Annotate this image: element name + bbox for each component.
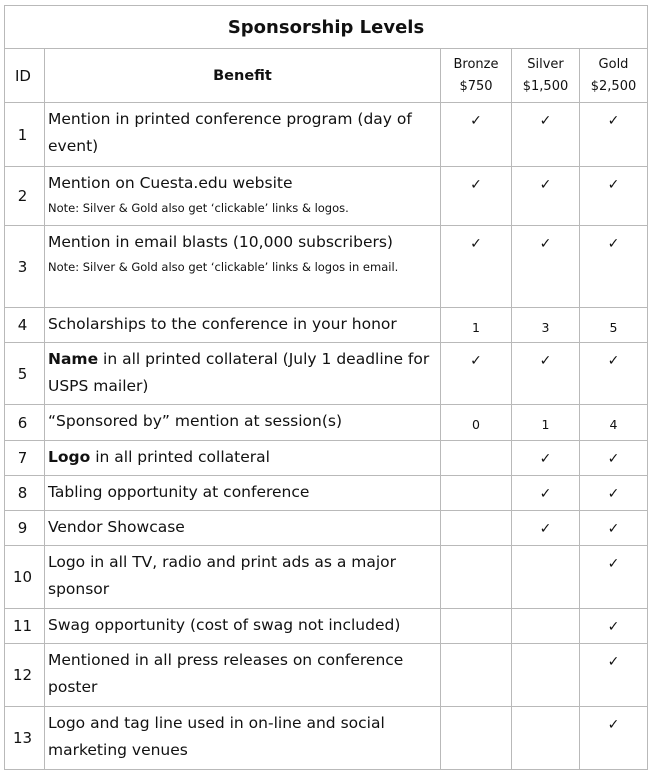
benefit-label: Vendor Showcase [48,518,185,536]
level-name: Bronze [453,56,499,72]
table-row [5,609,648,644]
benefit-cell [45,441,441,476]
benefit-text [48,647,436,701]
benefit-cell [45,343,441,405]
benefit-text [48,612,436,639]
benefit-text [48,549,436,603]
table-row [5,441,648,476]
gold-value: ✓ [580,476,648,511]
benefit-cell [45,476,441,511]
silver-value: ✓ [512,103,580,167]
silver-value: ✓ [512,511,580,546]
silver-value: ✓ [512,226,580,308]
row-id: 2 [5,167,45,226]
gold-value: ✓ [580,441,648,476]
benefit-text [48,229,436,256]
header-row [5,49,648,103]
gold-value: 5 [580,308,648,343]
benefit-text [48,346,436,400]
gold-value: 4 [580,405,648,441]
benefit-label: in all printed collateral (July 1 deadline for USPS mailer) [48,350,430,395]
row-id: 8 [5,476,45,511]
table-row [5,343,648,405]
table-row [5,707,648,770]
benefit-emphasis: Logo [48,448,91,466]
benefit-cell [45,707,441,770]
benefit-cell [45,644,441,707]
row-id: 1 [5,103,45,167]
benefit-text [48,311,436,338]
benefit-cell [45,609,441,644]
table-row [5,103,648,167]
benefit-note: Note: Silver & Gold also get ‘clickable’ links & logos. [48,201,349,215]
silver-value [512,644,580,707]
silver-header [512,49,580,103]
row-id: 3 [5,226,45,308]
bronze-value [441,476,512,511]
benefit-cell [45,226,441,308]
table-row [5,226,648,308]
bronze-value: ✓ [441,167,512,226]
benefit-text [48,444,436,471]
row-id: 9 [5,511,45,546]
gold-value: ✓ [580,226,648,308]
row-id: 11 [5,609,45,644]
bronze-value: 1 [441,308,512,343]
silver-value: ✓ [512,441,580,476]
level-price: $2,500 [590,78,637,94]
table-row [5,405,648,441]
row-id: 13 [5,707,45,770]
silver-value: ✓ [512,476,580,511]
benefit-label: “Sponsored by” mention at session(s) [48,412,343,430]
row-id: 12 [5,644,45,707]
benefit-text [48,514,436,541]
benefit-text [48,408,436,435]
benefit-label: Scholarships to the conference in your honor [48,315,397,333]
benefit-note: Note: Silver & Gold also get ‘clickable’ links & logos in email. [48,260,399,274]
table-row [5,511,648,546]
table-row [5,644,648,707]
bronze-value: ✓ [441,226,512,308]
silver-value: 3 [512,308,580,343]
gold-value: ✓ [580,707,648,770]
gold-value: ✓ [580,343,648,405]
benefit-text [48,106,436,160]
bronze-value [441,546,512,609]
row-id: 4 [5,308,45,343]
benefit-cell [45,405,441,441]
bronze-value [441,511,512,546]
silver-value [512,707,580,770]
benefit-label: Swag opportunity (cost of swag not included) [48,616,401,634]
table-row [5,476,648,511]
benefit-label: Mention on Cuesta.edu website [48,174,293,192]
bronze-value [441,707,512,770]
benefit-label: in all printed collateral [90,448,270,466]
silver-value: ✓ [512,343,580,405]
gold-value: ✓ [580,644,648,707]
bronze-value [441,644,512,707]
gold-value: ✓ [580,167,648,226]
gold-value: ✓ [580,511,648,546]
benefit-cell [45,103,441,167]
table-title: Sponsorship Levels [5,6,648,49]
benefit-label: Tabling opportunity at conference [48,483,310,501]
level-name: Silver [527,56,564,72]
gold-value: ✓ [580,609,648,644]
benefit-cell [45,167,441,226]
benefit-label: Logo and tag line used in on-line and social marketing venues [48,714,385,759]
level-price: $750 [459,78,493,94]
gold-value: ✓ [580,546,648,609]
level-name: Gold [598,56,629,72]
table-row [5,308,648,343]
row-id: 5 [5,343,45,405]
level-price: $1,500 [522,78,569,94]
silver-value: 1 [512,405,580,441]
title-row [5,6,648,49]
bronze-header [441,49,512,103]
benefit-label: Mention in email blasts (10,000 subscribers) [48,233,393,251]
gold-header [580,49,648,103]
bronze-value [441,609,512,644]
benefit-header: Benefit [45,49,441,103]
row-id: 7 [5,441,45,476]
silver-value: ✓ [512,167,580,226]
table-row [5,167,648,226]
bronze-value: ✓ [441,343,512,405]
table-row [5,546,648,609]
sponsorship-table [4,5,648,770]
silver-value [512,546,580,609]
benefit-label: Logo in all TV, radio and print ads as a major sponsor [48,553,397,598]
benefit-label: Mention in printed conference program (day of event) [48,110,412,155]
bronze-value: ✓ [441,103,512,167]
bronze-value: 0 [441,405,512,441]
bronze-value [441,441,512,476]
benefit-label: Mentioned in all press releases on conference poster [48,651,404,696]
id-header: ID [5,49,45,103]
benefit-text [48,170,436,197]
gold-value: ✓ [580,103,648,167]
benefit-text [48,710,436,764]
benefit-emphasis: Name [48,350,99,368]
benefit-cell [45,511,441,546]
silver-value [512,609,580,644]
benefit-cell [45,546,441,609]
benefit-cell [45,308,441,343]
benefit-text [48,479,436,506]
row-id: 10 [5,546,45,609]
row-id: 6 [5,405,45,441]
